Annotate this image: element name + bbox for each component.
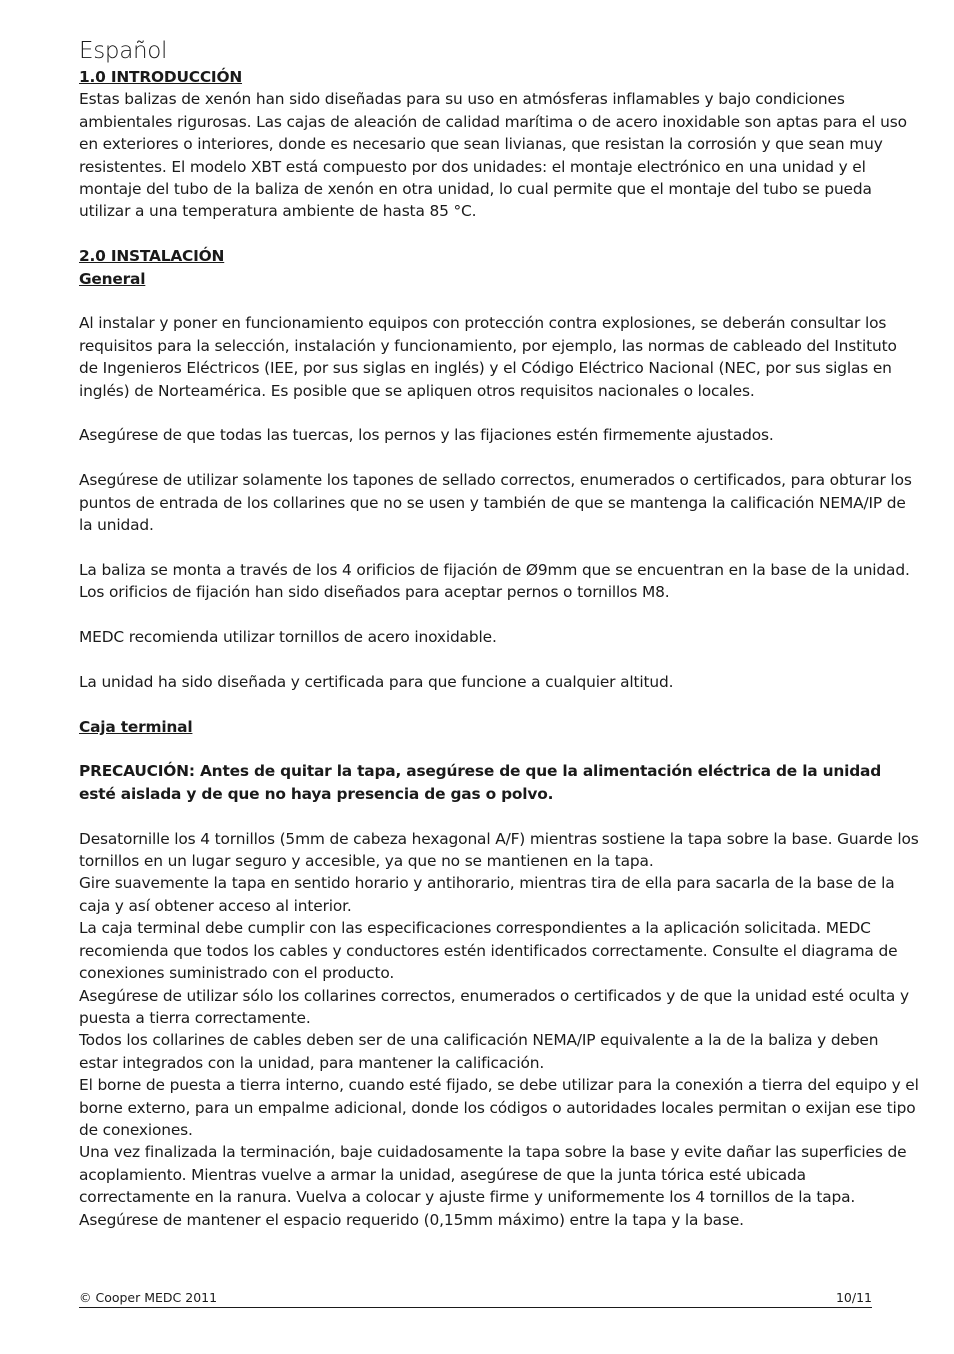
mounting-paragraph: La baliza se monta a través de los 4 orificios de fijación de Ø9mm que se encuentran en la base de la unidad. Los orificios de fijación han sido diseñados para aceptar pernos o tornillos M8. xyxy=(79,560,910,602)
terminal-step: Una vez finalizada la terminación, baje cuidadosamente la tapa sobre la base y evite dañar las superficies de acoplamiento. Mientras vuelve a armar la unidad, asegúrese de que la junta tórica esté ubicada correctamente en la ranura. Vuelva a colocar y ajuste firme y uniformemente los 4 tornillos de la tapa. Asegúrese de mantener el espacio requerido (0,15mm máximo) entre la tapa y la base. xyxy=(79,1143,907,1229)
nuts-paragraph: Asegúrese de que todas las tuercas, los pernos y las fijaciones estén firmemente ajustados. xyxy=(79,426,774,445)
terminal-step: Todos los collarines de cables deben ser de una calificación NEMA/IP equivalente a la de la baliza y deben estar integrados con la unidad, para mantener la calificación. xyxy=(79,1031,879,1072)
section-1-heading: 1.0 INTRODUCCIÓN xyxy=(79,68,243,86)
document-page xyxy=(79,36,919,1231)
sealing-plugs-paragraph: Asegúrese de utilizar solamente los tapones de sellado correctos, enumerados o certificados, para obturar los puntos de entrada de los collarines que no se usen y también de que se mantenga la calificación NEMA/IP de la unidad. xyxy=(79,471,912,535)
terminal-step: Asegúrese de utilizar sólo los collarines correctos, enumerados o certificados y de que la unidad esté oculta y puesta a tierra correctamente. xyxy=(79,986,909,1027)
altitude-paragraph: La unidad ha sido diseñada y certificada para que funcione a cualquier altitud. xyxy=(79,672,674,691)
introduction-paragraph: Estas balizas de xenón han sido diseñadas para su uso en atmósferas inflamables y bajo condiciones ambientales rigurosas. Las cajas de aleación de calidad marítima o de acero inoxidable son aptas para el uso en exteriores o interiores, donde es necesario que sean livianas, que resistan la corrosión y que sean muy resistentes. El modelo XBT está compuesto por dos unidades: el montaje electrónico en una unidad y el montaje del tubo de la baliza de xenón en otra unidad, lo cual permite que el montaje del tubo se pueda utilizar a una temperatura ambiente de hasta 85 °C. xyxy=(79,90,907,221)
page-number: 10/11 xyxy=(835,1290,872,1305)
general-subheading: General xyxy=(79,269,146,288)
section-2-heading: 2.0 INSTALACIÓN xyxy=(79,247,225,266)
terminal-step: La caja terminal debe cumplir con las especificaciones correspondientes a la aplicación solicitada. MEDC recomienda que todos los cables y conductores estén identificados correctamente. Consulte el diagrama de conexiones suministrado con el producto. xyxy=(79,919,898,983)
terminal-step: El borne de puesta a tierra interno, cuando esté fijado, se debe utilizar para la conexión a tierra del equipo y el borne externo, para un empalme adicional, donde los códigos o autoridades locales permitan o exijan ese tipo de conexiones. xyxy=(79,1076,919,1139)
caution-notice: PRECAUCIÓN: Antes de quitar la tapa, asegúrese de que la alimentación eléctrica de la unidad esté aislada y de que no haya presencia de gas o polvo. xyxy=(79,762,882,803)
requirements-paragraph: Al instalar y poner en funcionamiento equipos con protección contra explosiones, se deberán consultar los requisitos para la selección, instalación y funcionamiento, por ejemplo, las normas de cableado del Instituto de Ingenieros Eléctricos (IEE, por sus siglas en inglés) y el Código Eléctrico Nacional (NEC, por sus siglas en inglés) de Norteamérica. Es posible que se apliquen otros requisitos nacionales o locales. xyxy=(79,314,897,400)
terminal-step: Gire suavemente la tapa en sentido horario y antihorario, mientras tira de ella para sacarla de la base de la caja y así obtener acceso al interior. xyxy=(79,874,895,915)
language-label: Español xyxy=(79,38,168,64)
copyright-text: © Cooper MEDC 2011 xyxy=(79,1290,218,1305)
terminal-step: Desatornille los 4 tornillos (5mm de cabeza hexagonal A/F) mientras sostiene la tapa sobre la base. Guarde los tornillos en un lugar seguro y accesible, ya que no se mantienen en la tapa. xyxy=(79,829,919,871)
page-footer xyxy=(79,1290,872,1308)
terminal-box-subheading: Caja terminal xyxy=(79,717,193,736)
screws-paragraph: MEDC recomienda utilizar tornillos de acero inoxidable. xyxy=(79,628,497,647)
